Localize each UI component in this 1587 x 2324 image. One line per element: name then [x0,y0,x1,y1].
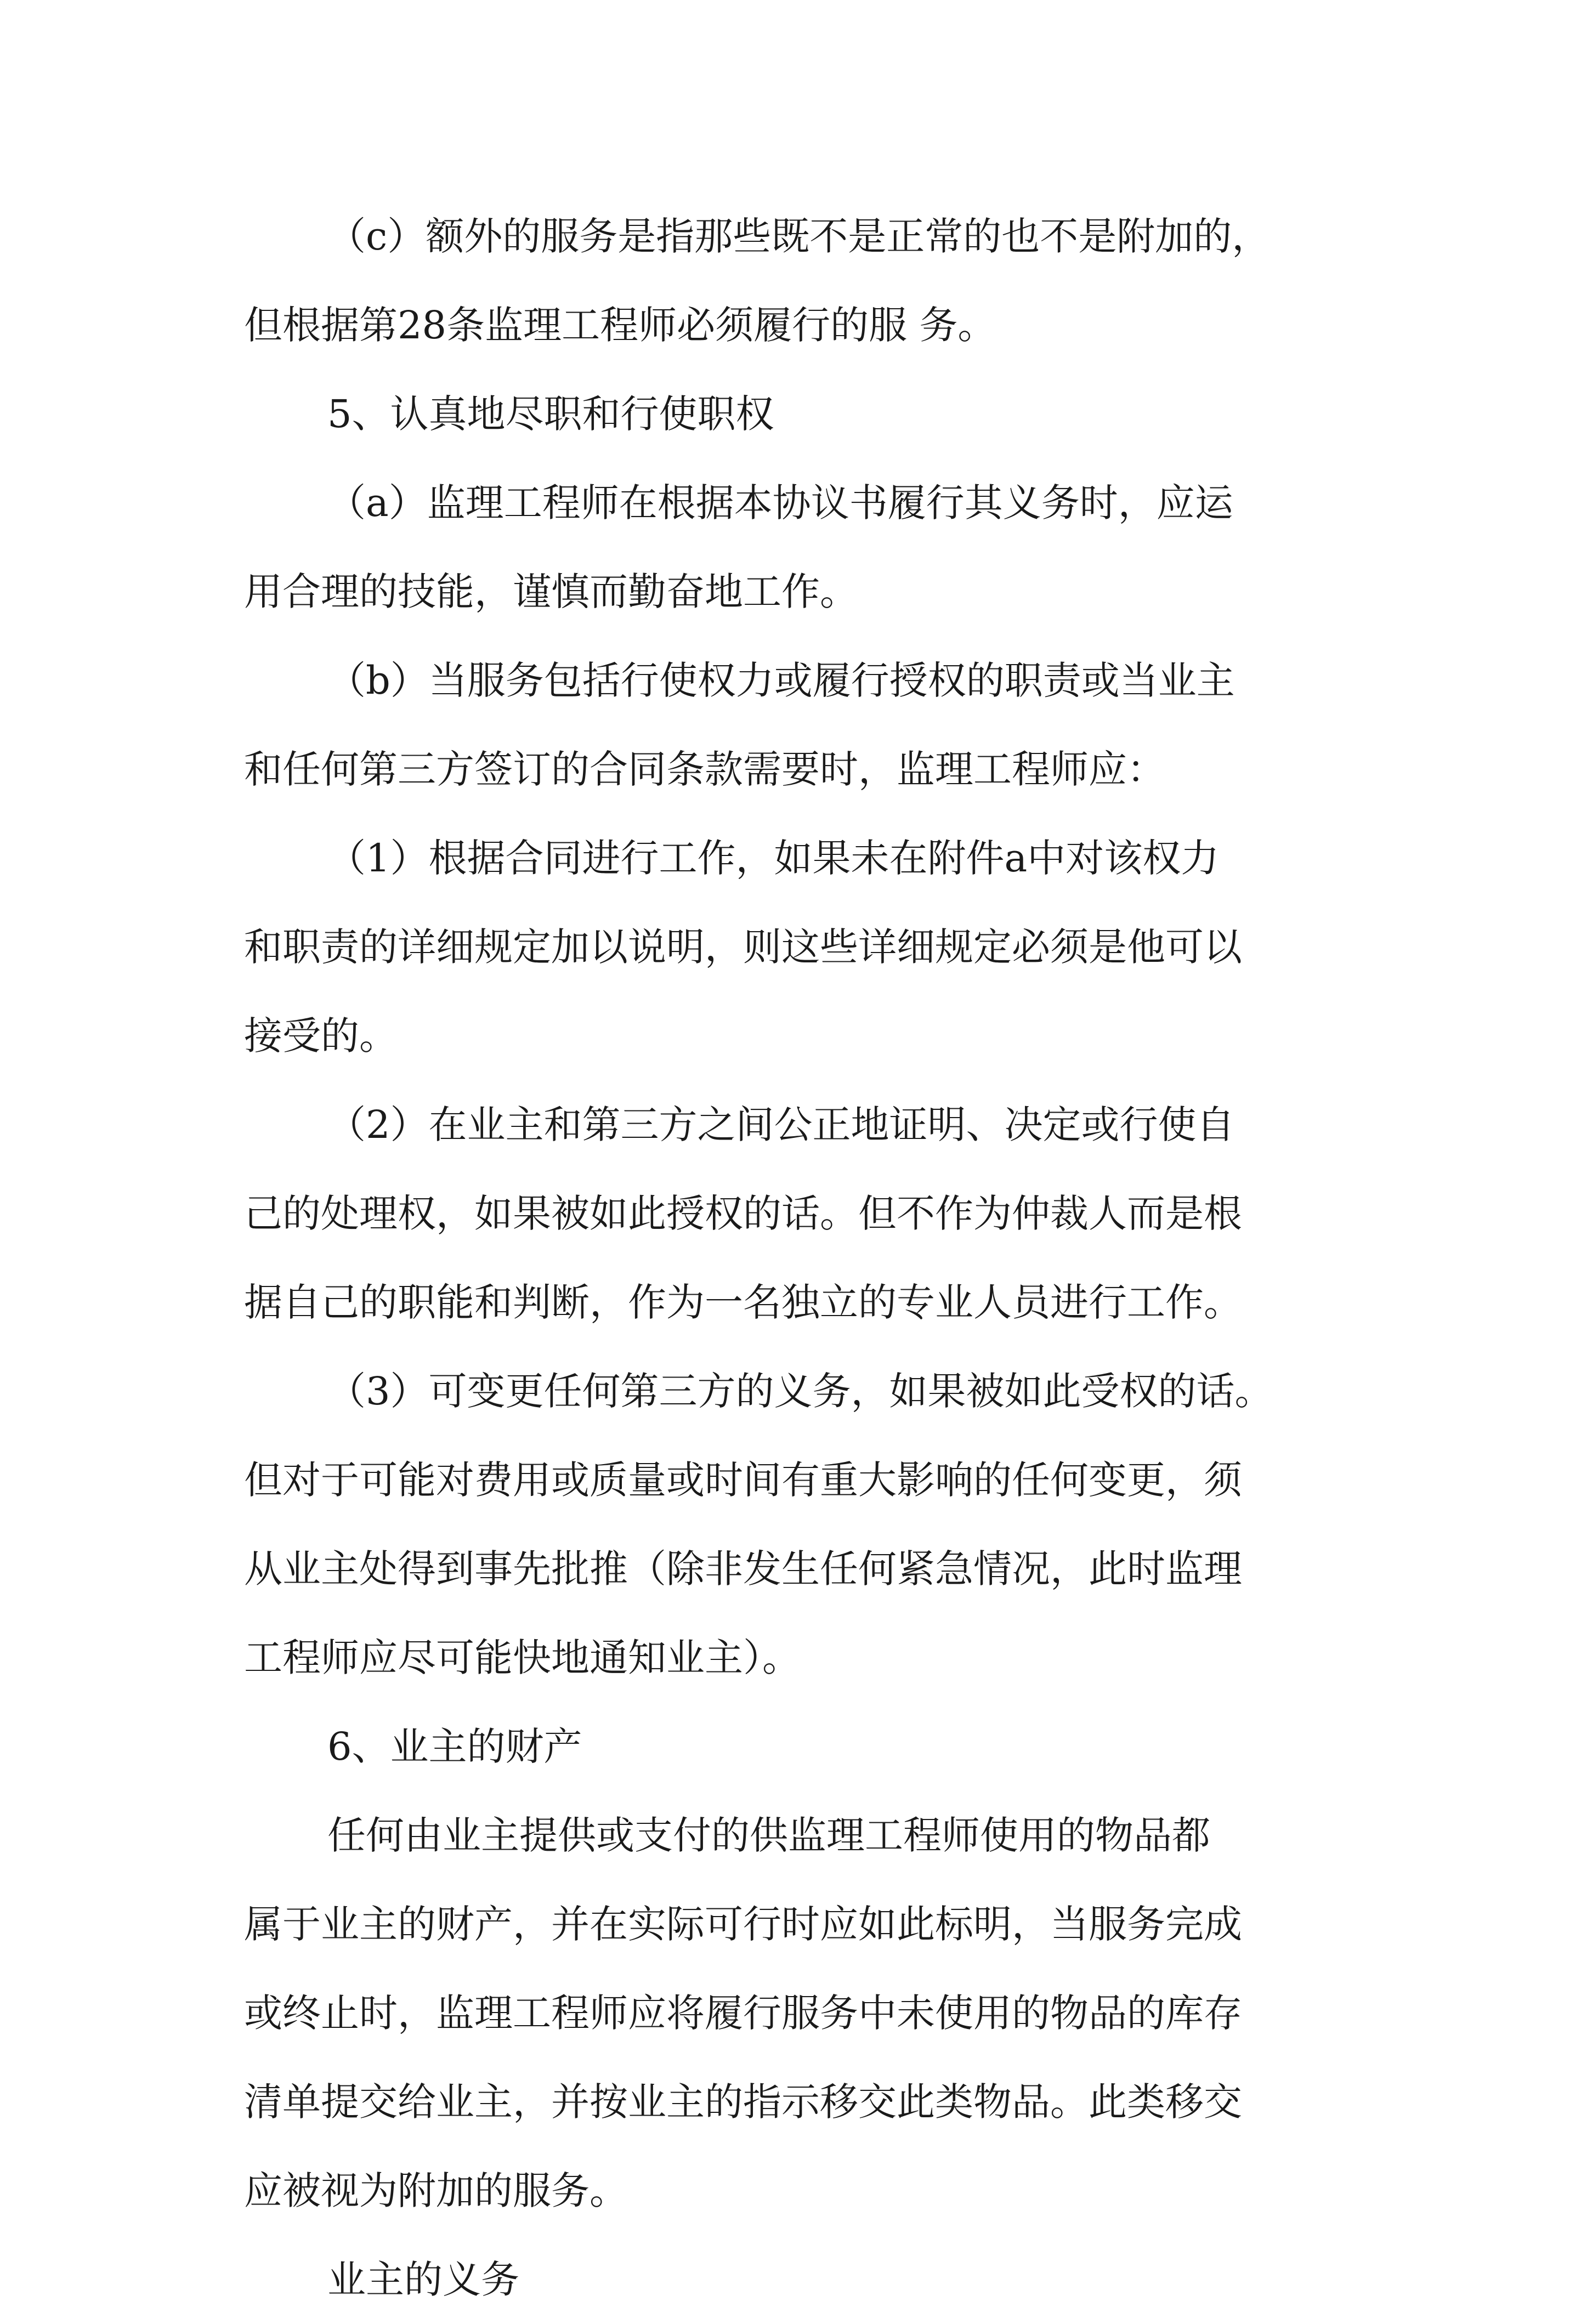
section-heading: 6、业主的财产 [327,1724,582,1769]
paragraph-line: 和职责的详细规定加以说明，则这些详细规定必须是他可以 [244,925,1242,970]
paragraph-line: （b）当服务包括行使权力或履行授权的职责或当业主 [327,658,1235,703]
paragraph-line: （1）根据合同进行工作，如果未在附件a中对该权力 [327,836,1220,881]
document-body [244,192,1344,2324]
paragraph-line: （2）在业主和第三方之间公正地证明、决定或行使自 [327,1102,1235,1147]
paragraph-line: （3）可变更任何第三方的义务，如果被如此受权的话。 [327,1369,1273,1414]
paragraph-line: 任何由业主提供或支付的供监理工程师使用的物品都 [327,1813,1210,1858]
paragraph-line: 属于业主的财产，并在实际可行时应如此标明，当服务完成 [244,1902,1242,1947]
section-heading: 5、认真地尽职和行使职权 [327,392,774,437]
paragraph-line: 用合理的技能，谨慎而勤奋地工作。 [244,569,858,614]
paragraph-line: 应被视为附加的服务。 [244,2168,628,2213]
paragraph-line: （c）额外的服务是指那些既不是正常的也不是附加的， [327,214,1271,259]
paragraph-line: 接受的。 [244,1013,398,1058]
paragraph-line: 从业主处得到事先批推（除非发生任何紧急情况，此时监理 [244,1546,1242,1591]
section-heading: 业主的义务 [327,2257,519,2302]
paragraph-line: 工程师应尽可能快地通知业主）。 [244,1635,801,1680]
paragraph-line: 据自己的职能和判断，作为一名独立的专业人员进行工作。 [244,1280,1242,1325]
paragraph-line: 但对于可能对费用或质量或时间有重大影响的任何变更，须 [244,1458,1242,1503]
paragraph-line: （a）监理工程师在根据本协议书履行其义务时，应运 [327,480,1233,525]
paragraph-line: 清单提交给业主，并按业主的指示移交此类物品。此类移交 [244,2079,1242,2124]
paragraph-line: 己的处理权，如果被如此授权的话。但不作为仲裁人而是根 [244,1191,1242,1236]
paragraph-line: 或终止时，监理工程师应将履行服务中未使用的物品的库存 [244,1991,1242,2036]
paragraph-line: 但根据第28条监理工程师必须履行的服 务。 [244,303,996,348]
paragraph-line: 和任何第三方签订的合同条款需要时，监理工程师应： [244,747,1165,792]
